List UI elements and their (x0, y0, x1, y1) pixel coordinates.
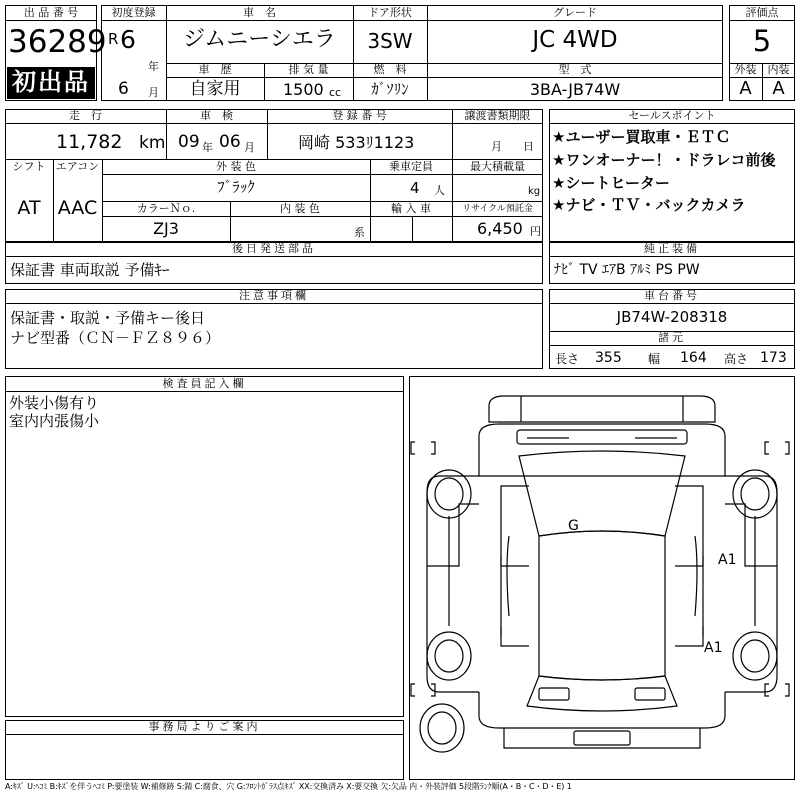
registration-number-label: 登 録 番 号 (332, 109, 387, 122)
car-name: ジムニーシエラ (183, 27, 336, 52)
era-letter: R (108, 30, 119, 48)
specs-label: 諸元 (658, 331, 686, 344)
width-value: 164 (680, 350, 707, 366)
diagram-mark-a1-rear: A1 (704, 640, 723, 656)
legend: A:ｷｽﾞ U:ﾍｺﾐ B:ｷｽﾞを伴うﾍｺﾐ P:要塗装 W:補修跡 S:錆 C:腐食、穴 G:ﾌﾛﾝﾄｶﾞﾗｽ点ｷｽﾞ XX:交換済み X:要交換 欠:欠品 内・外装評価 5段階ﾗﾝｸ順(A・B・C・D・E) 1 (5, 782, 572, 791)
mileage-unit: km (139, 133, 166, 153)
sales-point-4: ★ナビ・ＴＶ・バックカメラ (552, 196, 746, 214)
genuine-equipment: ﾅﾋﾞ TV ｴｱB ｱﾙﾐ PS PW (554, 262, 700, 278)
transfer-month-unit: 月 (491, 140, 502, 153)
inspection-month-unit: 月 (244, 141, 255, 154)
color-number-label: カラーＮｏ. (136, 202, 196, 215)
inspector-notes-label: 検査員記入欄 (162, 377, 247, 390)
later-parts: 保証書 車両取説 予備ｷｰ (10, 261, 170, 279)
car-damage-diagram (409, 376, 795, 780)
sales-point-3: ★シートヒーター (552, 174, 670, 192)
displacement: 1500 (283, 80, 324, 99)
length-label: 長さ (555, 352, 580, 366)
office-guidance-label: 事務局よりご案内 (148, 720, 261, 733)
notes-label: 注意事項欄 (239, 289, 309, 302)
registration-number: 岡崎 533ﾘ1123 (298, 133, 415, 152)
note-line-1: 保証書・取説・予備キー後日 (10, 309, 206, 327)
score-label: 評価点 (745, 6, 779, 19)
year-unit: 年 (148, 60, 159, 73)
height-label: 高さ (724, 352, 749, 366)
fuel: ｶﾞｿﾘﾝ (371, 80, 409, 98)
transfer-day-unit: 日 (523, 140, 534, 153)
history: 自家用 (189, 79, 241, 99)
door-type-label: ドア形状 (368, 6, 412, 19)
recycle-unit: 円 (530, 225, 541, 238)
car-name-label: 車 名 (243, 6, 276, 19)
displacement-unit: cc (329, 86, 342, 99)
max-load-unit: kg (528, 186, 541, 197)
diagram-mark-g: G (568, 518, 579, 534)
height-value: 173 (760, 350, 787, 366)
sales-points-label: セールスポイント (628, 109, 716, 122)
mileage-label: 走 行 (69, 109, 102, 122)
first-listing-text: 初出品 (12, 68, 90, 96)
capacity-unit: 人 (434, 184, 445, 197)
exterior-grade: A (739, 78, 752, 99)
fuel-label: 燃 料 (373, 63, 407, 76)
inspection-year-unit: 年 (202, 141, 213, 154)
interior-grade: A (772, 78, 785, 99)
inspection-label: 車 検 (200, 109, 233, 122)
door-type: 3SW (367, 29, 413, 53)
chassis-number: JB74W-208318 (616, 308, 728, 326)
chassis-number-label: 車台番号 (644, 289, 700, 302)
sales-point-1: ★ユーザー買取車・ＥＴＣ (552, 128, 731, 146)
shift: AT (17, 197, 41, 219)
registration-year: 6 (120, 25, 136, 54)
import-car-label: 輸 入 車 (391, 202, 431, 215)
capacity: 4 (410, 179, 420, 197)
width-label: 幅 (648, 352, 661, 366)
vehicle-info-grid (5, 109, 543, 242)
transfer-deadline-label: 譲渡書類期限 (464, 109, 531, 122)
model-label: 型 式 (558, 63, 592, 76)
aircon-label: エアコン (55, 160, 100, 173)
genuine-equipment-label: 純正装備 (644, 242, 700, 255)
exterior-color-label: 外 装 色 (216, 160, 256, 173)
grade: JC 4WD (532, 27, 618, 53)
lot-number: 36289 (8, 24, 107, 60)
first-registration-label: 初度登録 (111, 6, 156, 19)
later-parts-label: 後日発送部品 (232, 242, 316, 255)
recycle-deposit: 6,450 (477, 219, 523, 238)
interior-color-label: 内 装 色 (280, 202, 320, 215)
aircon: AAC (57, 197, 98, 219)
interior-grade-label: 内装 (767, 63, 790, 76)
lot-number-label: 出 品 番 号 (23, 6, 79, 19)
color-number: ZJ3 (153, 219, 179, 238)
mileage: 11,782 (56, 131, 123, 153)
max-load-label: 最大積載量 (470, 160, 525, 173)
inspector-line-2: 室内内張傷小 (9, 412, 100, 430)
diagram-mark-a1-front: A1 (718, 552, 737, 568)
month-unit: 月 (148, 86, 159, 99)
inspection-year: 09 (178, 132, 200, 152)
interior-color-unit: 系 (354, 226, 365, 239)
length-value: 355 (595, 350, 622, 366)
recycle-deposit-label: リサイクル預託金 (462, 204, 533, 214)
sales-point-2: ★ワンオーナー！・ドラレコ前後 (552, 151, 776, 169)
model-code: 3BA-JB74W (529, 80, 621, 99)
capacity-label: 乗車定員 (389, 160, 433, 173)
score: 5 (752, 24, 772, 58)
note-line-2: ナビ型番（ＣＮ－ＦＺ８９６） (10, 329, 221, 347)
displacement-label: 排 気 量 (288, 63, 329, 76)
grade-label: グレード (553, 6, 597, 19)
exterior-grade-label: 外装 (734, 63, 757, 76)
inspection-month: 06 (219, 132, 241, 152)
shift-label: シフト (12, 160, 46, 173)
history-label: 車 歴 (198, 63, 232, 76)
inspector-line-1: 外装小傷有り (9, 394, 100, 412)
exterior-color: ﾌﾞﾗｯｸ (217, 178, 255, 196)
registration-month: 6 (118, 79, 129, 99)
